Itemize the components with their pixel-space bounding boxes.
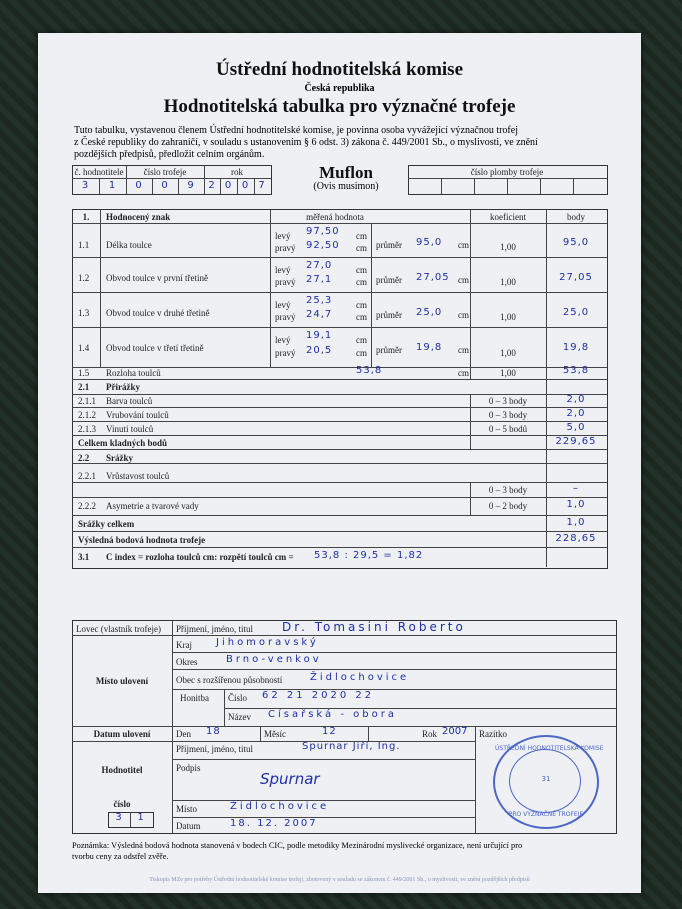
year-value: 2007: [442, 726, 468, 737]
right-label: pravý: [275, 243, 296, 253]
section-number: 2.2: [78, 453, 90, 463]
signature: Spurnar: [260, 770, 320, 788]
col-trait-header: Hodnocený znak: [106, 212, 171, 222]
note-line-1: Poznámka: Výsledná bodová hodnota stanovená v bodech CIC, podle metodiky Mezinárodní myslivecké organizace, není určující pro: [72, 841, 523, 850]
unit: cm: [356, 265, 367, 275]
species-name: Muflon: [319, 163, 373, 182]
points: 5,0: [566, 422, 586, 433]
points: 2,0: [566, 408, 586, 419]
row-trait: Vrubování toulců: [106, 410, 169, 420]
row-trait: Rozloha toulců: [106, 368, 161, 378]
average-label: průměr: [376, 240, 402, 250]
official-stamp: [493, 735, 604, 829]
row-trait: Vinutí toulců: [106, 424, 154, 434]
ground-name-label: Název: [228, 712, 251, 722]
right-value: 92,50: [306, 240, 340, 251]
row-number: 2.1.1: [78, 396, 96, 406]
stamp-label: Razítko: [479, 729, 507, 739]
note-line-2: tvorbu ceny za odstřel zvěře.: [72, 852, 169, 861]
trophy-digit: 0: [161, 180, 169, 191]
c-index-value: 53,8 : 29,5 = 1,82: [314, 550, 424, 561]
points-range: 0 – 2 body: [488, 501, 528, 511]
right-label: pravý: [275, 277, 296, 287]
points: 27,05: [559, 272, 593, 283]
positive-total-value: 229,65: [555, 436, 597, 447]
name-label: Příjmení, jméno, titul: [176, 624, 253, 634]
final-score-label: Výsledná bodová hodnota trofeje: [78, 535, 206, 545]
points: 19,8: [562, 342, 590, 353]
year-digit: 0: [224, 180, 233, 191]
intro-line-3: pozdějších předpisů, předložit celním orgánům.: [74, 149, 265, 160]
right-value: 20,5: [306, 345, 333, 356]
row-trait: Asymetrie a tvarové vady: [106, 501, 199, 511]
row-number: 2.1.3: [78, 424, 96, 434]
trophy-digit: 0: [135, 180, 143, 191]
district-value: Brno-venkov: [226, 654, 322, 665]
row-number: 2.2.1: [78, 471, 96, 481]
coefficient: 1,00: [500, 312, 516, 322]
c-index-label: C index = rozloha toulců cm: rozpětí toulců cm =: [106, 552, 294, 562]
average-value: 25,0: [416, 307, 443, 318]
region-label: Kraj: [176, 640, 192, 650]
stamp-text: ÚSTŘEDNÍ HODNOTITELSKÁ KOMISE: [495, 745, 604, 752]
date2-label: Datum: [176, 821, 201, 831]
section-title: Přirážky: [106, 382, 140, 392]
row-trait: Obvod toulce v druhé třetině: [106, 308, 210, 318]
left-value: 97,50: [306, 226, 340, 237]
commission-title: Ústřední hodnotitelská komise: [215, 59, 464, 80]
section-title: Srážky: [106, 453, 133, 463]
evaluator-digit: 3: [115, 812, 123, 823]
final-score-value: 228,65: [555, 533, 597, 544]
row-number: 1.3: [78, 308, 90, 318]
positive-total-label: Celkem kladných bodů: [78, 438, 168, 448]
left-value: 27,0: [306, 260, 333, 271]
col-measured-header: měřená hodnota: [306, 212, 364, 222]
signature-label: Podpis: [176, 763, 201, 773]
row-number: 1.2: [78, 273, 90, 283]
trophy-digit: 9: [187, 180, 195, 191]
place2-label: Místo: [176, 804, 198, 814]
coefficient: 1,00: [500, 368, 516, 378]
left-value: 19,1: [306, 330, 333, 341]
year-digit: 2: [208, 180, 216, 191]
coefficient: 1,00: [500, 348, 516, 358]
unit: cm: [458, 368, 469, 378]
points-range: 0 – 3 body: [488, 410, 528, 420]
points-range: 0 – 3 body: [488, 396, 528, 406]
footer-note: Tiskopis MZe pro potřeby Ústřední hodnotitelské komise trofejí, zbotovený v souladu se zákonem č. 449/2001 Sb., o myslivosti, ve znění pozdějších předpisů: [149, 877, 530, 883]
row-trait: Barva toulců: [106, 396, 153, 406]
points: 25,0: [562, 307, 590, 318]
form-title: Hodnotitelská tabulka pro význačné trofeje: [163, 96, 516, 117]
intro-line-2: z České republiky do zahraničí, v souladu s ustanovením § 6 odst. 3) zákona č. 449/2001 Sb., o myslivosti, ve znění: [74, 137, 538, 148]
unit: cm: [356, 348, 367, 358]
year-digit: 0: [241, 180, 250, 191]
coefficient: 1,00: [500, 242, 516, 252]
left-label: levý: [275, 231, 291, 241]
left-label: levý: [275, 335, 291, 345]
points: 2,0: [566, 394, 586, 405]
row-trait: Obvod toulce v třetí třetině: [106, 343, 204, 353]
day-value: 18: [206, 726, 221, 737]
average-label: průměr: [376, 345, 402, 355]
col-number-header: 1.: [82, 212, 90, 222]
col-points-header: body: [567, 212, 585, 222]
coefficient: 1,00: [500, 277, 516, 287]
municipality-value: Židlochovice: [310, 672, 410, 683]
seal-number-label: číslo plomby trofeje: [470, 167, 544, 177]
month-value: 12: [322, 726, 337, 737]
hunting-ground-label: Honitba: [180, 693, 209, 703]
stamp-subtext: PRO VÝZNAČNÉ TROFEJE: [508, 811, 584, 818]
evaluator-digit: 1: [108, 180, 117, 191]
day-label: Den: [176, 729, 191, 739]
evaluator-label: Hodnotitel: [101, 765, 143, 775]
row-trait: Vrůstavost toulců: [106, 471, 170, 481]
evaluator-number-label: číslo: [113, 799, 131, 809]
unit: cm: [458, 275, 469, 285]
species-latin: (Ovis musimon): [313, 181, 379, 192]
row-number: 1.4: [78, 343, 90, 353]
points: –: [573, 483, 579, 494]
average-value: 95,0: [416, 237, 443, 248]
average-value: 19,8: [416, 342, 443, 353]
points-range: 0 – 3 body: [488, 485, 528, 495]
evaluation-form: [38, 33, 641, 893]
ground-number-label: Číslo: [228, 693, 248, 703]
hunter-label: Lovec (vlastník trofeje): [76, 624, 161, 634]
municipality-label: Obec s rozšířenou působností: [176, 675, 283, 685]
evaluator-name-label: Příjmení, jméno, titul: [176, 744, 253, 754]
points: 1,0: [566, 499, 586, 510]
row-trait: Délka toulce: [106, 240, 152, 250]
country-label: Česká republika: [304, 83, 375, 94]
year-label: rok: [231, 167, 243, 177]
row-number: 1.5: [78, 368, 90, 378]
date2-value: 18. 12. 2007: [230, 818, 318, 829]
evaluator-name: Spurnar Jiří, Ing.: [302, 741, 401, 752]
ground-name-value: Císařská - obora: [268, 709, 397, 720]
unit: cm: [356, 243, 367, 253]
evaluator-digit: 1: [137, 812, 145, 823]
left-value: 25,3: [306, 295, 333, 306]
hunt-date-label: Datum ulovení: [93, 729, 151, 739]
row-number: 1.1: [78, 240, 90, 250]
average-label: průměr: [376, 275, 402, 285]
left-label: levý: [275, 300, 291, 310]
row-number: 2.1.2: [78, 410, 96, 420]
hunter-name: Dr. Tomasini Roberto: [282, 620, 466, 634]
right-label: pravý: [275, 348, 296, 358]
unit: cm: [356, 312, 367, 322]
c-index-number: 3.1: [78, 552, 90, 562]
unit: cm: [356, 335, 367, 345]
points: 95,0: [562, 237, 590, 248]
points-range: 0 – 5 bodů: [488, 424, 528, 434]
spread-value: 53,8: [356, 365, 383, 376]
district-label: Okres: [176, 657, 198, 667]
deductions-total-label: Srážky celkem: [78, 519, 135, 529]
unit: cm: [458, 240, 469, 250]
unit: cm: [458, 345, 469, 355]
trophy-number-label: číslo trofeje: [143, 167, 187, 177]
intro-line-1: Tuto tabulku, vystavenou členem Ústřední hodnotitelské komise, je povinna osoba vyvážející význačnou trofej: [74, 125, 518, 136]
unit: cm: [356, 231, 367, 241]
region-value: Jihomoravský: [216, 637, 319, 648]
evaluator-digit: 3: [81, 180, 90, 191]
month-label: Měsíc: [264, 729, 286, 739]
section-number: 2.1: [78, 382, 90, 392]
place2-value: Židlochovice: [230, 801, 330, 812]
evaluator-number-label: č. hodnotitele: [74, 167, 124, 177]
left-label: levý: [275, 265, 291, 275]
row-number: 2.2.2: [78, 501, 96, 511]
right-label: pravý: [275, 312, 296, 322]
deductions-total-value: 1,0: [566, 517, 586, 528]
stamp-number: 31: [541, 775, 551, 783]
right-value: 24,7: [306, 309, 333, 320]
col-coef-header: koeficient: [490, 212, 526, 222]
year-digit: 7: [258, 180, 266, 191]
unit: cm: [356, 277, 367, 287]
average-value: 27,05: [416, 272, 450, 283]
ground-number-value: 62 21 2020 22: [262, 690, 375, 701]
row-trait: Obvod toulce v první třetině: [106, 273, 208, 283]
average-label: průměr: [376, 310, 402, 320]
unit: cm: [356, 300, 367, 310]
points: 53,8: [562, 365, 590, 376]
right-value: 27,1: [306, 274, 333, 285]
year-label: Rok: [422, 729, 438, 739]
unit: cm: [458, 310, 469, 320]
place-label: Místo ulovení: [95, 676, 149, 686]
